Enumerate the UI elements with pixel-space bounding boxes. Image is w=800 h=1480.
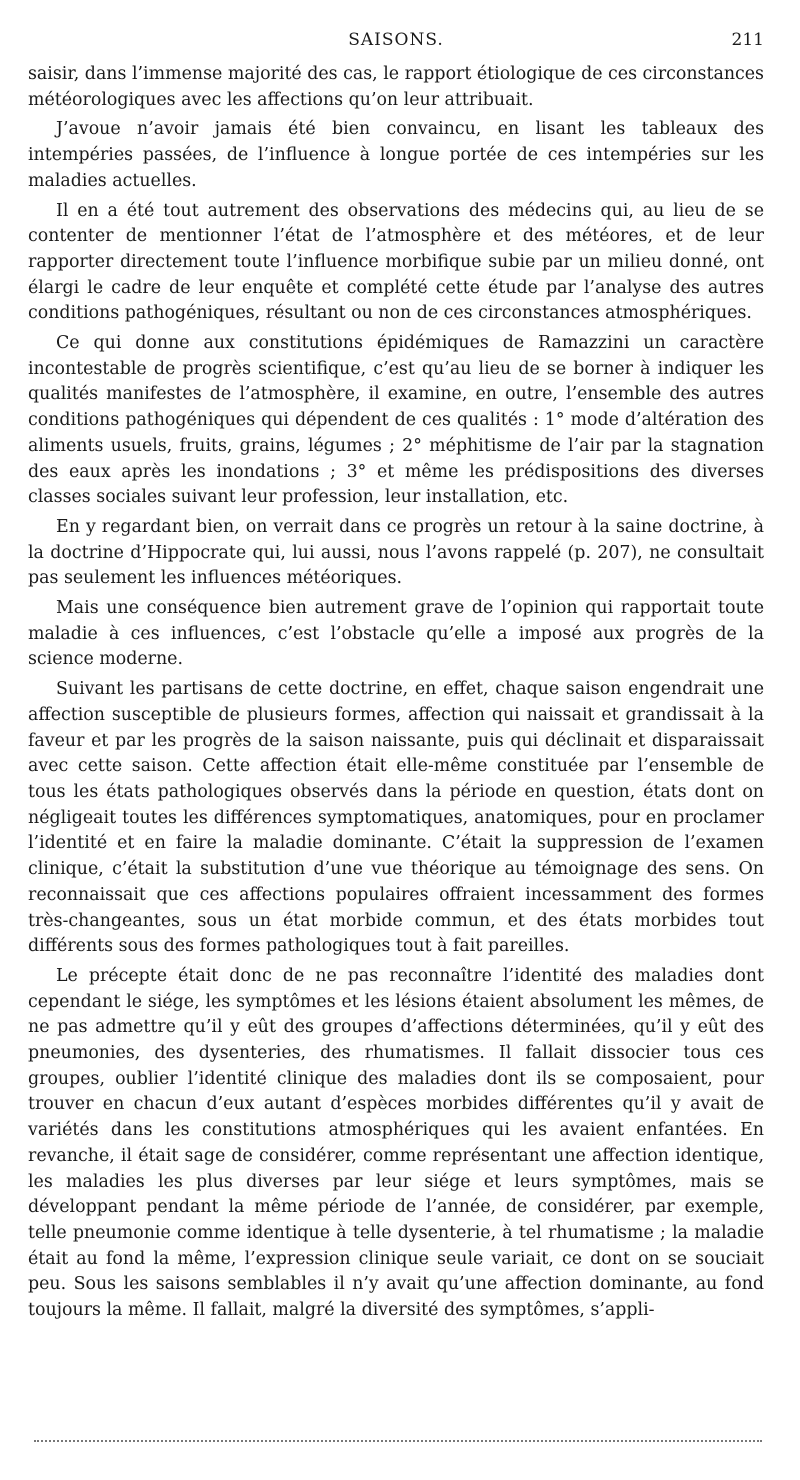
paragraph: Le précepte était donc de ne pas reconnaître l’identité des maladies dont cependant le siége, les symptômes et les lésions étaient absolument les mêmes, de ne pas admettre qu’il y eût des groupes d’affections déterminées, qu’il y eût des pneumonies, des dysenteries, des rhumatismes. Il fallait dissocier tous ces groupes, oublier l’identité clinique des maladies dont ils se composaient, pour trouver en chacun d’eux autant d’espèces morbides différentes qu’il y avait de variétés dans les constitutions atmosphériques qui les avaient enfantées. En revanche, il était sage de considérer, comme représentant une affection identique, les maladies les plus diverses par leur siége et leurs symptômes, mais se développant pendant la même période de l’année, de considérer, par exemple, telle pneumonie comme identique à telle dysenterie, à tel rhumatisme ; la maladie était au fond la même, l’expression clinique seule variait, ce dont on se souciait peu. Sous les saisons semblables il n’y avait qu’une affection dominante, au fond toujours la même. Il fallait, malgré la diversité des symptômes, s’appli- [28, 965, 764, 1321]
paragraph: Ce qui donne aux constitutions épidémiques de Ramazzini un caractère incontestable de progrès scientifique, c’est qu’au lieu de se borner à indiquer les qualités manifestes de l’atmosphère, il examine, en outre, l’ensemble des autres conditions pathogéniques qui dépendent de ces qualités : 1° mode d’altération des aliments usuels, fruits, grains, légumes ; 2° méphitisme de l’air par la stagnation des eaux après les inondations ; 3° et même les prédispositions des diverses classes sociales suivant leur profession, leur installation, etc. [28, 333, 764, 508]
paragraph: Il en a été tout autrement des observations des médecins qui, au lieu de se contenter de mentionner l’état de l’atmosphère et des météores, et de leur rapporter directement toute l’influence morbifique subie par un milieu donné, ont élargi le cadre de leur enquête et complété cette étude par l’analyse des autres conditions pathogéniques, résultant ou non de ces circonstances atmosphériques. [28, 200, 764, 324]
page-header [28, 30, 764, 54]
paragraph: Suivant les partisans de cette doctrine, en effet, chaque saison engendrait une affection susceptible de plusieurs formes, affection qui naissait et grandissait à la faveur et par les progrès de la saison naissante, puis qui déclinait et disparaissait avec cette saison. Cette affection était elle-même constituée par l’ensemble de tous les états pathologiques observés dans la période en question, états dont on négligeait toutes les différences symptomatiques, anatomiques, pour en proclamer l’identité et en faire la maladie dominante. C’était la suppression de l’examen clinique, c’était la substitution d’une vue théorique au témoignage des sens. On reconnaissait que ces affections populaires offraient incessamment des formes très-changeantes, sous un état morbide commun, et des états morbides tout différents sous des formes pathologiques tout à fait pareilles. [28, 679, 764, 957]
paragraph: Mais une conséquence bien autrement grave de l’opinion qui rapportait toute maladie à ces influences, c’est l’obstacle qu’elle a imposé aux progrès de la science moderne. [28, 598, 764, 670]
paragraph: En y regardant bien, on verrait dans ce progrès un retour à la saine doctrine, à la doctrine d’Hippocrate qui, lui aussi, nous l’avons rappelé (p. 207), ne consultait pas seulement les influences météoriques. [28, 516, 764, 589]
body-text [28, 62, 764, 1328]
footer-dotted-rule [34, 1440, 762, 1442]
running-title: SAISONS. [348, 30, 444, 50]
paragraph: saisir, dans l’immense majorité des cas, le rapport étiologique de ces circonstances météorologiques avec les affections qu’on leur attribuait. [28, 64, 764, 110]
page-number: 211 [731, 30, 764, 50]
paragraph: J’avoue n’avoir jamais été bien convaincu, en lisant les tableaux des intempéries passées, de l’influence à longue portée de ces intempéries sur les maladies actuelles. [28, 119, 764, 191]
